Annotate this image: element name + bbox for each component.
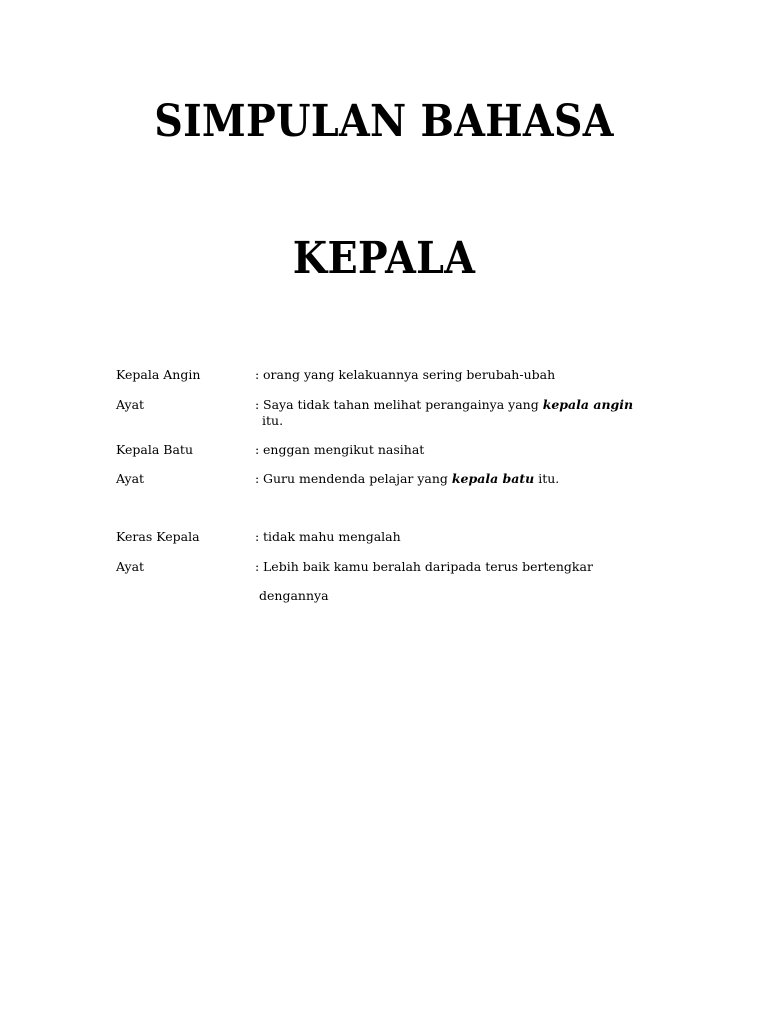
page-title: SIMPULAN BAHASA <box>154 96 614 147</box>
example-sentence: Lebih baik kamu beralah daripada terus bertengkar <box>263 559 593 574</box>
idiom-highlight: kepala batu <box>451 471 535 486</box>
idiom-meaning: enggan mengikut nasihat <box>263 442 425 457</box>
example-label: Ayat <box>116 397 145 412</box>
example-text: Guru mendenda pelajar yang <box>263 471 452 486</box>
separator-colon: : <box>255 442 260 457</box>
idiom-term: Keras Kepala <box>116 529 200 544</box>
example-sentence-continued: itu. <box>262 413 284 428</box>
example-sentence <box>263 396 633 413</box>
example-text: Saya tidak tahan melihat perangainya yang <box>263 397 543 412</box>
idiom-meaning: orang yang kelakuannya sering berubah-ubah <box>263 367 556 382</box>
idiom-meaning: tidak mahu mengalah <box>263 529 401 544</box>
separator-colon: : <box>255 529 260 544</box>
example-label: Ayat <box>116 471 145 486</box>
idiom-highlight: kepala angin <box>542 397 634 412</box>
separator-colon: : <box>255 367 260 382</box>
example-text-end: itu. <box>534 471 560 486</box>
idiom-term: Kepala Angin <box>116 367 201 382</box>
example-sentence <box>263 470 559 487</box>
section-title: KEPALA <box>292 233 476 284</box>
separator-colon: : <box>255 397 260 412</box>
example-label: Ayat <box>116 559 145 574</box>
separator-colon: : <box>255 471 260 486</box>
idiom-term: Kepala Batu <box>116 442 193 457</box>
example-sentence-continued: dengannya <box>259 588 329 603</box>
separator-colon: : <box>255 559 260 574</box>
